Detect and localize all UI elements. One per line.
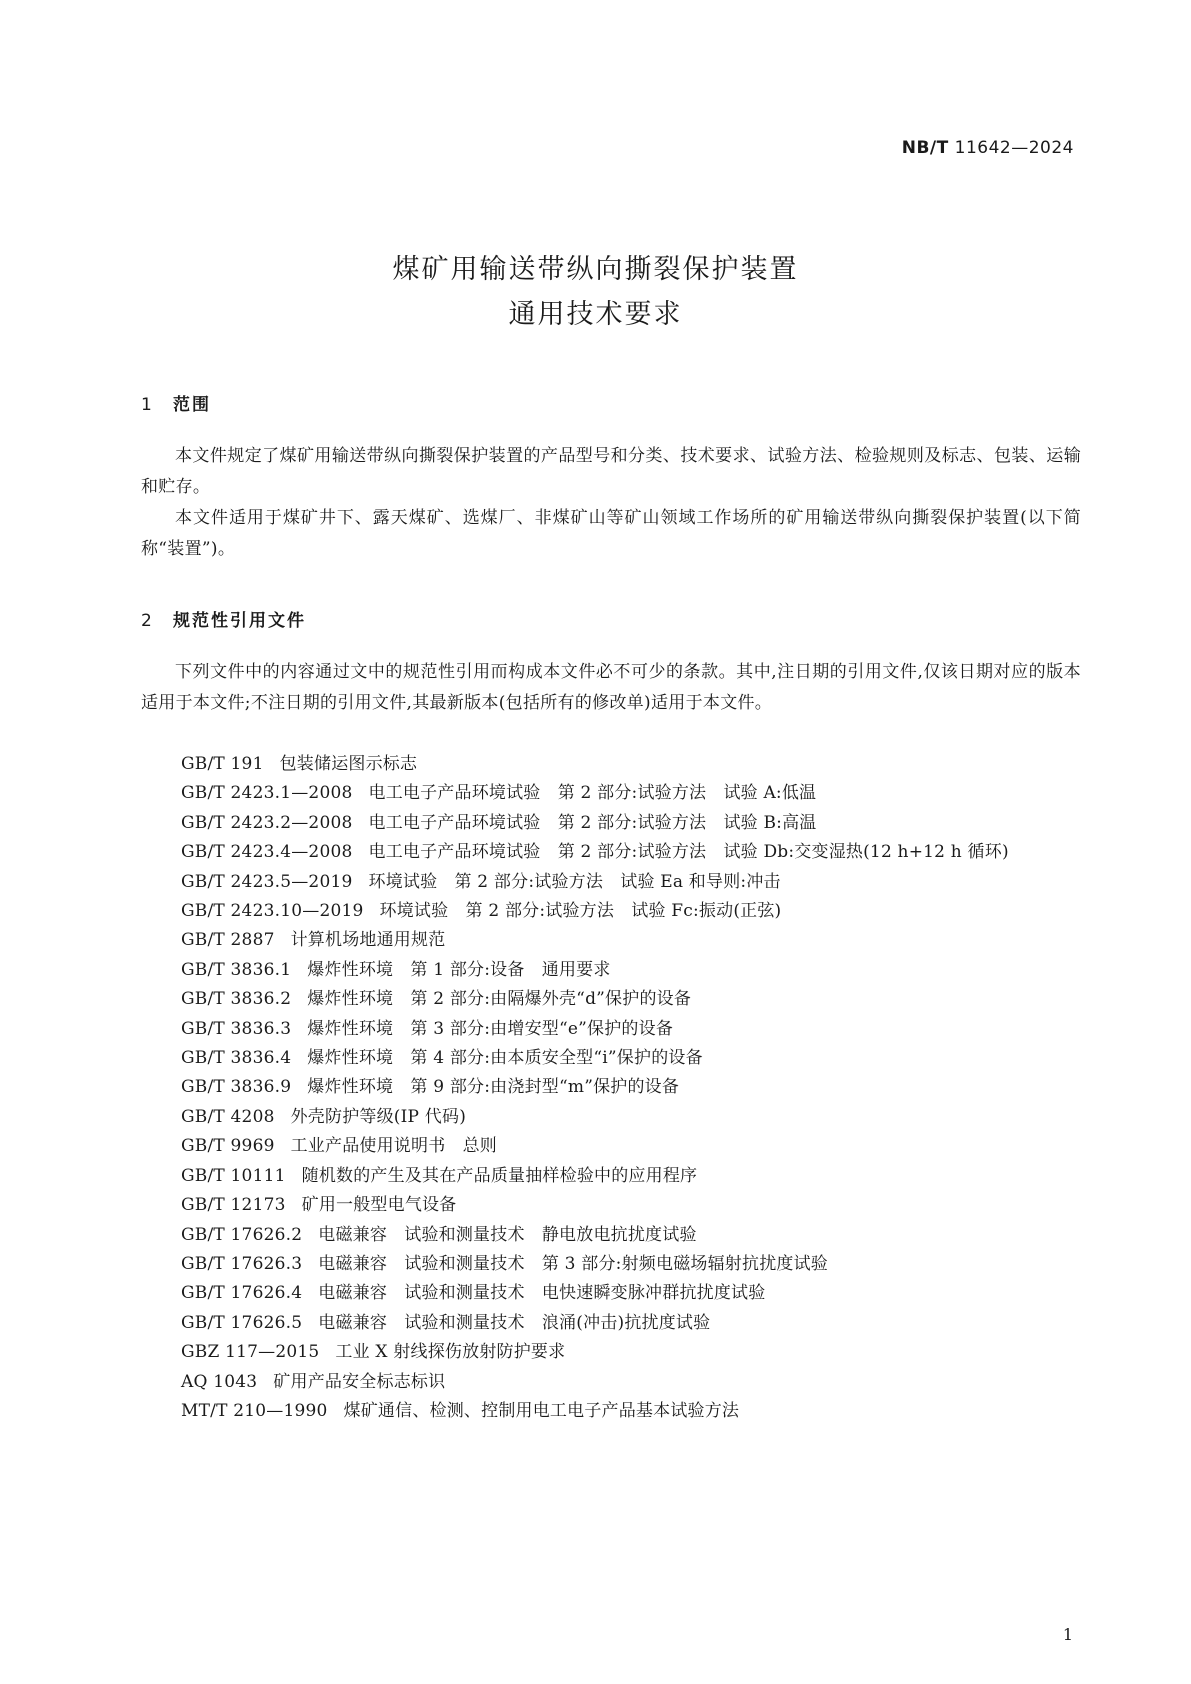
reference-item xyxy=(141,1221,1081,1250)
reference-item xyxy=(141,1250,1081,1279)
reference-title: 随机数的产生及其在产品质量抽样检验中的应用程序 xyxy=(301,1165,698,1186)
document-title-line1: 煤矿用输送带纵向撕裂保护装置 xyxy=(392,254,799,285)
reference-code: GB/T 17626.2 xyxy=(181,1224,303,1245)
standard-code: 11642—2024 xyxy=(954,138,1074,158)
reference-title: 爆炸性环境 第 2 部分:由隔爆外壳“d”保护的设备 xyxy=(307,989,692,1010)
reference-title: 电磁兼容 试验和测量技术 静电放电抗扰度试验 xyxy=(318,1224,697,1245)
references-intro: 下列文件中的内容通过文中的规范性引用而构成本文件必不可少的条款。其中,注日期的引用文件,仅该日期对应的版本适用于本文件;不注日期的引用文件,其最新版本(包括所有的修改单)适用于本文件。 xyxy=(141,662,1081,713)
reference-item xyxy=(141,1279,1081,1308)
reference-code: GB/T 2423.1—2008 xyxy=(181,783,353,804)
reference-code: GB/T 3836.1 xyxy=(181,959,292,980)
scope-paragraph-1: 本文件规定了煤矿用输送带纵向撕裂保护装置的产品型号和分类、技术要求、试验方法、检验规则及标志、包装、运输和贮存。 xyxy=(141,446,1081,497)
reference-item xyxy=(141,1397,1081,1426)
reference-item xyxy=(141,750,1081,779)
reference-code: GB/T 2423.4—2008 xyxy=(181,842,353,863)
reference-title: 电工电子产品环境试验 第 2 部分:试验方法 试验 Db:交变湿热(12 h+12 h 循环) xyxy=(368,842,1009,863)
reference-title: 爆炸性环境 第 3 部分:由增安型“e”保护的设备 xyxy=(307,1018,674,1039)
reference-code: GB/T 2423.10—2019 xyxy=(181,901,364,922)
reference-code: AQ 1043 xyxy=(181,1371,258,1392)
reference-item xyxy=(141,1103,1081,1132)
reference-code: GB/T 2423.2—2008 xyxy=(181,812,353,833)
reference-item xyxy=(141,956,1081,985)
reference-item xyxy=(141,1044,1081,1073)
reference-code: GB/T 9969 xyxy=(181,1136,275,1157)
reference-code: GB/T 10111 xyxy=(181,1165,286,1186)
reference-title: 电磁兼容 试验和测量技术 第 3 部分:射频电磁场辐射抗扰度试验 xyxy=(318,1253,828,1274)
reference-code: MT/T 210—1990 xyxy=(181,1400,328,1421)
reference-item xyxy=(141,1191,1081,1220)
reference-title: 工业产品使用说明书 总则 xyxy=(290,1136,498,1157)
reference-item xyxy=(141,985,1081,1014)
section-heading-scope xyxy=(141,390,211,415)
reference-title: 外壳防护等级(IP 代码) xyxy=(290,1106,467,1127)
reference-code: GB/T 12173 xyxy=(181,1195,286,1216)
page-number: 1 xyxy=(1062,1625,1073,1644)
reference-item xyxy=(141,1368,1081,1397)
reference-title: 爆炸性环境 第 4 部分:由本质安全型“i”保护的设备 xyxy=(307,1048,703,1069)
reference-code: GB/T 2423.5—2019 xyxy=(181,871,353,892)
reference-item xyxy=(141,1162,1081,1191)
reference-code: GBZ 117—2015 xyxy=(181,1342,320,1363)
reference-item xyxy=(141,1338,1081,1367)
reference-item xyxy=(141,897,1081,926)
reference-code: GB/T 3836.9 xyxy=(181,1077,292,1098)
reference-title: 包装储运图示标志 xyxy=(279,754,418,774)
reference-title: 爆炸性环境 第 9 部分:由浇封型“m”保护的设备 xyxy=(307,1077,680,1098)
section-title: 规范性引用文件 xyxy=(173,611,306,631)
reference-title: 电工电子产品环境试验 第 2 部分:试验方法 试验 B:高温 xyxy=(368,812,817,833)
reference-item xyxy=(141,926,1081,955)
standard-number xyxy=(902,138,1074,158)
reference-item xyxy=(141,1132,1081,1161)
reference-code: GB/T 17626.4 xyxy=(181,1283,303,1304)
reference-item xyxy=(141,1015,1081,1044)
reference-code: GB/T 3836.4 xyxy=(181,1048,292,1069)
reference-code: GB/T 3836.2 xyxy=(181,989,292,1010)
document-title-line2: 通用技术要求 xyxy=(508,299,683,330)
reference-title: 矿用一般型电气设备 xyxy=(301,1195,457,1216)
reference-title: 计算机场地通用规范 xyxy=(290,930,446,951)
reference-title: 电工电子产品环境试验 第 2 部分:试验方法 试验 A:低温 xyxy=(368,783,817,804)
section-number: 2 xyxy=(141,611,154,631)
reference-title: 矿用产品安全标志标识 xyxy=(273,1371,446,1392)
reference-code: GB/T 17626.5 xyxy=(181,1312,303,1333)
reference-code: GB/T 4208 xyxy=(181,1106,275,1127)
reference-title: 环境试验 第 2 部分:试验方法 试验 Fc:振动(正弦) xyxy=(379,901,782,922)
reference-code: GB/T 3836.3 xyxy=(181,1018,292,1039)
reference-item xyxy=(141,1073,1081,1102)
reference-code: GB/T 17626.3 xyxy=(181,1253,303,1274)
section-number: 1 xyxy=(141,395,154,415)
reference-item xyxy=(141,868,1081,897)
reference-title: 工业 X 射线探伤放射防护要求 xyxy=(335,1342,566,1363)
scope-paragraph-2: 本文件适用于煤矿井下、露天煤矿、选煤厂、非煤矿山等矿山领域工作场所的矿用输送带纵向撕裂保护装置(以下简称“装置”)。 xyxy=(141,508,1081,559)
reference-title: 环境试验 第 2 部分:试验方法 试验 Ea 和导则:冲击 xyxy=(368,871,781,892)
reference-list xyxy=(141,750,1081,1426)
reference-code: GB/T 2887 xyxy=(181,930,275,951)
reference-item xyxy=(141,779,1081,808)
section-heading-references xyxy=(141,606,306,631)
reference-title: 电磁兼容 试验和测量技术 浪涌(冲击)抗扰度试验 xyxy=(318,1312,711,1333)
section-title: 范围 xyxy=(173,395,211,415)
reference-code: GB/T 191 xyxy=(181,754,264,774)
reference-item xyxy=(141,1309,1081,1338)
reference-item xyxy=(141,809,1081,838)
standard-prefix: NB/T xyxy=(901,138,949,158)
reference-item xyxy=(141,838,1081,867)
reference-title: 电磁兼容 试验和测量技术 电快速瞬变脉冲群抗扰度试验 xyxy=(318,1283,766,1304)
reference-title: 煤矿通信、检测、控制用电工电子产品基本试验方法 xyxy=(343,1400,740,1421)
reference-title: 爆炸性环境 第 1 部分:设备 通用要求 xyxy=(307,959,611,980)
